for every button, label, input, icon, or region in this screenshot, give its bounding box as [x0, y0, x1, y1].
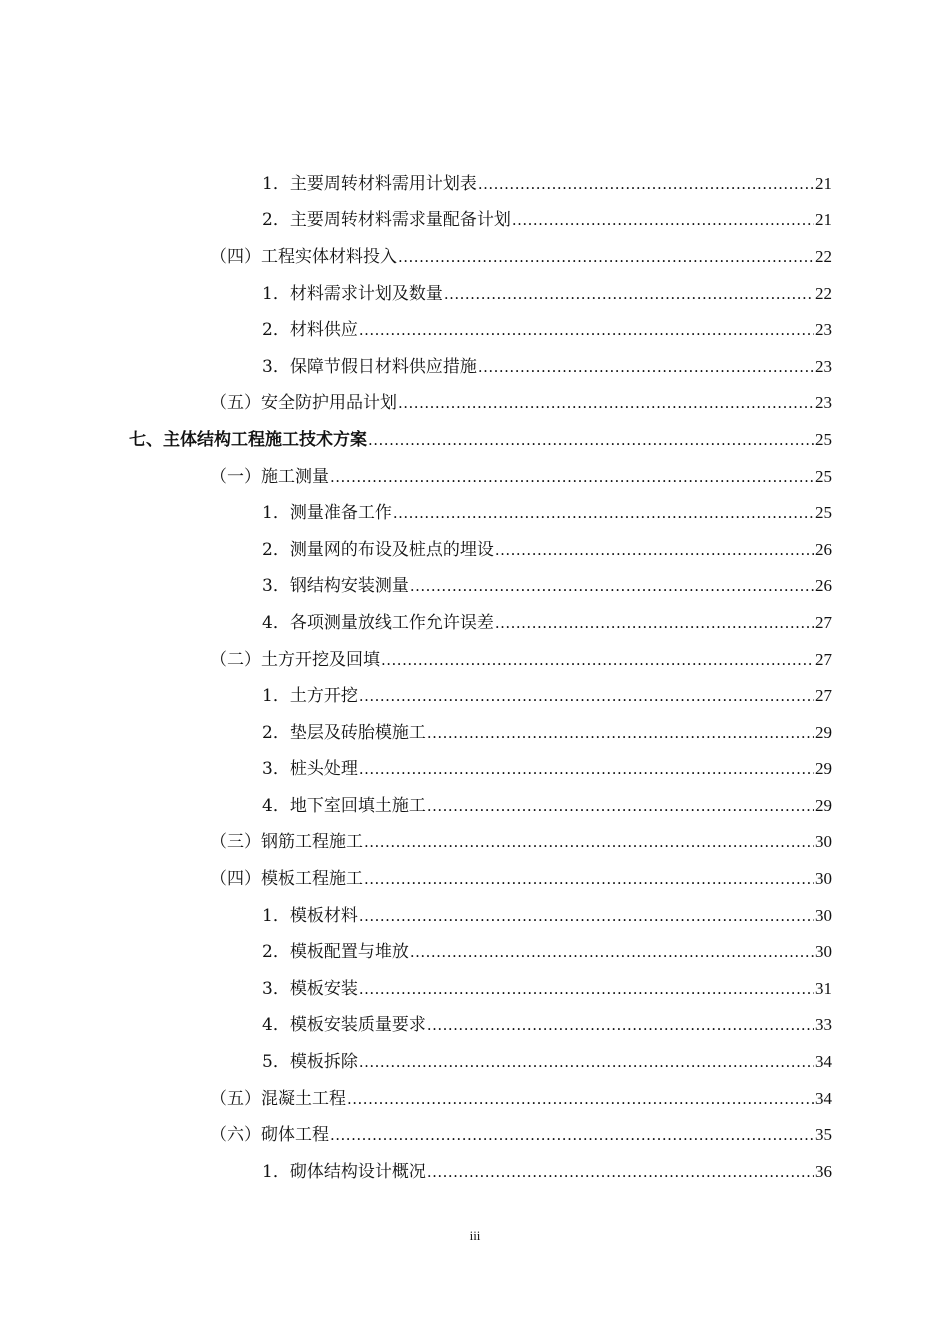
toc-dot-leader	[330, 468, 814, 486]
toc-entry-line	[210, 462, 832, 487]
toc-entry-line	[262, 791, 832, 816]
toc-dot-leader	[359, 907, 814, 925]
toc-entry-page-number: 26	[815, 576, 832, 596]
toc-entry[interactable]	[0, 346, 950, 383]
toc-entry-line	[210, 827, 832, 852]
toc-entry-page-number: 27	[815, 612, 832, 632]
toc-dot-leader	[410, 577, 814, 595]
toc-entry-title: 3．钢结构安装测量	[262, 576, 409, 597]
toc-entry[interactable]	[0, 895, 950, 932]
toc-entry[interactable]	[0, 1151, 950, 1188]
toc-entry-page-number: 35	[815, 1125, 832, 1145]
toc-entry-page-number: 36	[815, 1161, 832, 1181]
toc-entry-line	[262, 535, 832, 560]
toc-entry-title: 1．砌体结构设计概况	[262, 1161, 426, 1182]
toc-entry-title: 2．模板配置与堆放	[262, 942, 409, 963]
toc-entry[interactable]	[0, 419, 950, 456]
toc-entry[interactable]	[0, 492, 950, 529]
toc-entry[interactable]	[0, 968, 950, 1005]
toc-entry-title: 3．模板安装	[262, 978, 358, 999]
toc-dot-leader	[444, 285, 814, 303]
toc-entry-page-number: 29	[815, 759, 832, 779]
toc-entry-page-number: 30	[815, 832, 832, 852]
toc-entry-line	[262, 681, 832, 706]
toc-entry-page-number: 31	[815, 978, 832, 998]
toc-entry-line	[262, 315, 832, 340]
toc-dot-leader	[427, 724, 814, 742]
toc-entry[interactable]	[0, 200, 950, 237]
toc-entry-line	[210, 1120, 832, 1145]
toc-entry-page-number: 25	[815, 429, 832, 449]
toc-entry[interactable]	[0, 566, 950, 603]
table-of-contents	[0, 163, 950, 1188]
toc-entry-title: 2．垫层及砖胎模施工	[262, 722, 426, 743]
toc-entry-line	[129, 425, 832, 450]
toc-entry[interactable]	[0, 236, 950, 273]
toc-entry[interactable]	[0, 456, 950, 493]
toc-entry-title: 七、主体结构工程施工技术方案	[129, 429, 367, 450]
toc-entry-title: 4．模板安装质量要求	[262, 1015, 426, 1036]
toc-entry-page-number: 34	[815, 1052, 832, 1072]
toc-entry[interactable]	[0, 163, 950, 200]
toc-entry-page-number: 34	[815, 1088, 832, 1108]
toc-entry-line	[262, 205, 832, 230]
toc-entry-title: 3．保障节假日材料供应措施	[262, 356, 477, 377]
toc-dot-leader	[427, 797, 814, 815]
toc-entry-line	[262, 498, 832, 523]
toc-dot-leader	[364, 870, 814, 888]
toc-entry-title: （四）工程实体材料投入	[210, 246, 397, 267]
toc-dot-leader	[495, 541, 814, 559]
toc-entry-line	[262, 571, 832, 596]
toc-entry-line	[262, 169, 832, 194]
toc-entry-title: 5．模板拆除	[262, 1052, 358, 1073]
toc-entry-line	[262, 279, 832, 304]
toc-dot-leader	[427, 1163, 814, 1181]
toc-entry-title: 4．各项测量放线工作允许误差	[262, 612, 494, 633]
toc-entry[interactable]	[0, 712, 950, 749]
toc-entry-page-number: 23	[815, 356, 832, 376]
toc-entry[interactable]	[0, 383, 950, 420]
toc-entry[interactable]	[0, 749, 950, 786]
toc-entry[interactable]	[0, 602, 950, 639]
toc-entry-title: 1．主要周转材料需用计划表	[262, 173, 477, 194]
toc-dot-leader	[359, 760, 814, 778]
toc-entry-line	[262, 608, 832, 633]
toc-dot-leader	[368, 431, 814, 449]
toc-entry[interactable]	[0, 1041, 950, 1078]
toc-entry-title: （五）安全防护用品计划	[210, 393, 397, 414]
toc-entry[interactable]	[0, 309, 950, 346]
toc-entry-title: 1．模板材料	[262, 905, 358, 926]
toc-dot-leader	[347, 1090, 814, 1108]
toc-entry-page-number: 21	[815, 210, 832, 230]
toc-dot-leader	[381, 651, 814, 669]
toc-dot-leader	[393, 504, 814, 522]
toc-entry[interactable]	[0, 273, 950, 310]
toc-entry-line	[262, 352, 832, 377]
toc-entry-line	[210, 1084, 832, 1109]
toc-entry[interactable]	[0, 1078, 950, 1115]
toc-dot-leader	[427, 1016, 814, 1034]
toc-entry-title: 1．材料需求计划及数量	[262, 283, 443, 304]
toc-entry-line	[210, 242, 832, 267]
toc-entry-page-number: 22	[815, 246, 832, 266]
toc-entry-line	[262, 974, 832, 999]
toc-dot-leader	[359, 980, 814, 998]
toc-entry-title: 2．测量网的布设及桩点的埋设	[262, 539, 494, 560]
toc-entry-title: （六）砌体工程	[210, 1125, 329, 1146]
toc-dot-leader	[359, 321, 814, 339]
toc-entry-page-number: 22	[815, 283, 832, 303]
toc-entry-title: （五）混凝土工程	[210, 1088, 346, 1109]
toc-entry-page-number: 25	[815, 466, 832, 486]
toc-dot-leader	[330, 1126, 814, 1144]
toc-entry-page-number: 23	[815, 393, 832, 413]
toc-dot-leader	[398, 394, 814, 412]
toc-entry-page-number: 23	[815, 320, 832, 340]
toc-entry[interactable]	[0, 639, 950, 676]
toc-dot-leader	[398, 248, 814, 266]
toc-dot-leader	[410, 943, 814, 961]
toc-entry-title: （三）钢筋工程施工	[210, 832, 363, 853]
toc-dot-leader	[364, 833, 814, 851]
toc-entry-page-number: 29	[815, 722, 832, 742]
toc-entry[interactable]	[0, 822, 950, 859]
toc-entry[interactable]	[0, 529, 950, 566]
toc-entry[interactable]	[0, 675, 950, 712]
page-number: iii	[469, 1228, 481, 1243]
toc-entry-page-number: 27	[815, 686, 832, 706]
toc-entry-page-number: 27	[815, 649, 832, 669]
toc-dot-leader	[359, 1053, 814, 1071]
toc-entry-page-number: 30	[815, 869, 832, 889]
toc-entry-page-number: 33	[815, 1015, 832, 1035]
toc-dot-leader	[512, 211, 814, 229]
toc-entry[interactable]	[0, 931, 950, 968]
toc-entry-page-number: 26	[815, 539, 832, 559]
toc-entry[interactable]	[0, 785, 950, 822]
toc-entry-title: 2．材料供应	[262, 320, 358, 341]
toc-entry[interactable]	[0, 1114, 950, 1151]
toc-entry-line	[210, 864, 832, 889]
toc-entry-line	[210, 388, 832, 413]
toc-dot-leader	[478, 175, 814, 193]
toc-entry-title: （四）模板工程施工	[210, 869, 363, 890]
toc-dot-leader	[495, 614, 814, 632]
toc-entry[interactable]	[0, 858, 950, 895]
toc-entry-title: 4．地下室回填土施工	[262, 795, 426, 816]
toc-entry-title: （一）施工测量	[210, 466, 329, 487]
toc-entry-title: 1．土方开挖	[262, 686, 358, 707]
toc-entry-page-number: 21	[815, 173, 832, 193]
toc-entry-page-number: 30	[815, 905, 832, 925]
toc-entry-line	[262, 937, 832, 962]
toc-entry-title: （二）土方开挖及回填	[210, 649, 380, 670]
toc-entry-line	[262, 1157, 832, 1182]
toc-entry-line	[262, 1010, 832, 1035]
toc-entry-title: 1．测量准备工作	[262, 503, 392, 524]
toc-entry-page-number: 25	[815, 503, 832, 523]
toc-entry-title: 2．主要周转材料需求量配备计划	[262, 210, 511, 231]
toc-dot-leader	[359, 687, 814, 705]
toc-entry[interactable]	[0, 1005, 950, 1042]
toc-entry-page-number: 30	[815, 942, 832, 962]
toc-entry-line	[262, 718, 832, 743]
toc-entry-title: 3．桩头处理	[262, 759, 358, 780]
toc-entry-line	[210, 645, 832, 670]
toc-entry-line	[262, 754, 832, 779]
toc-entry-line	[262, 1047, 832, 1072]
toc-entry-page-number: 29	[815, 795, 832, 815]
toc-entry-line	[262, 901, 832, 926]
toc-dot-leader	[478, 358, 814, 376]
